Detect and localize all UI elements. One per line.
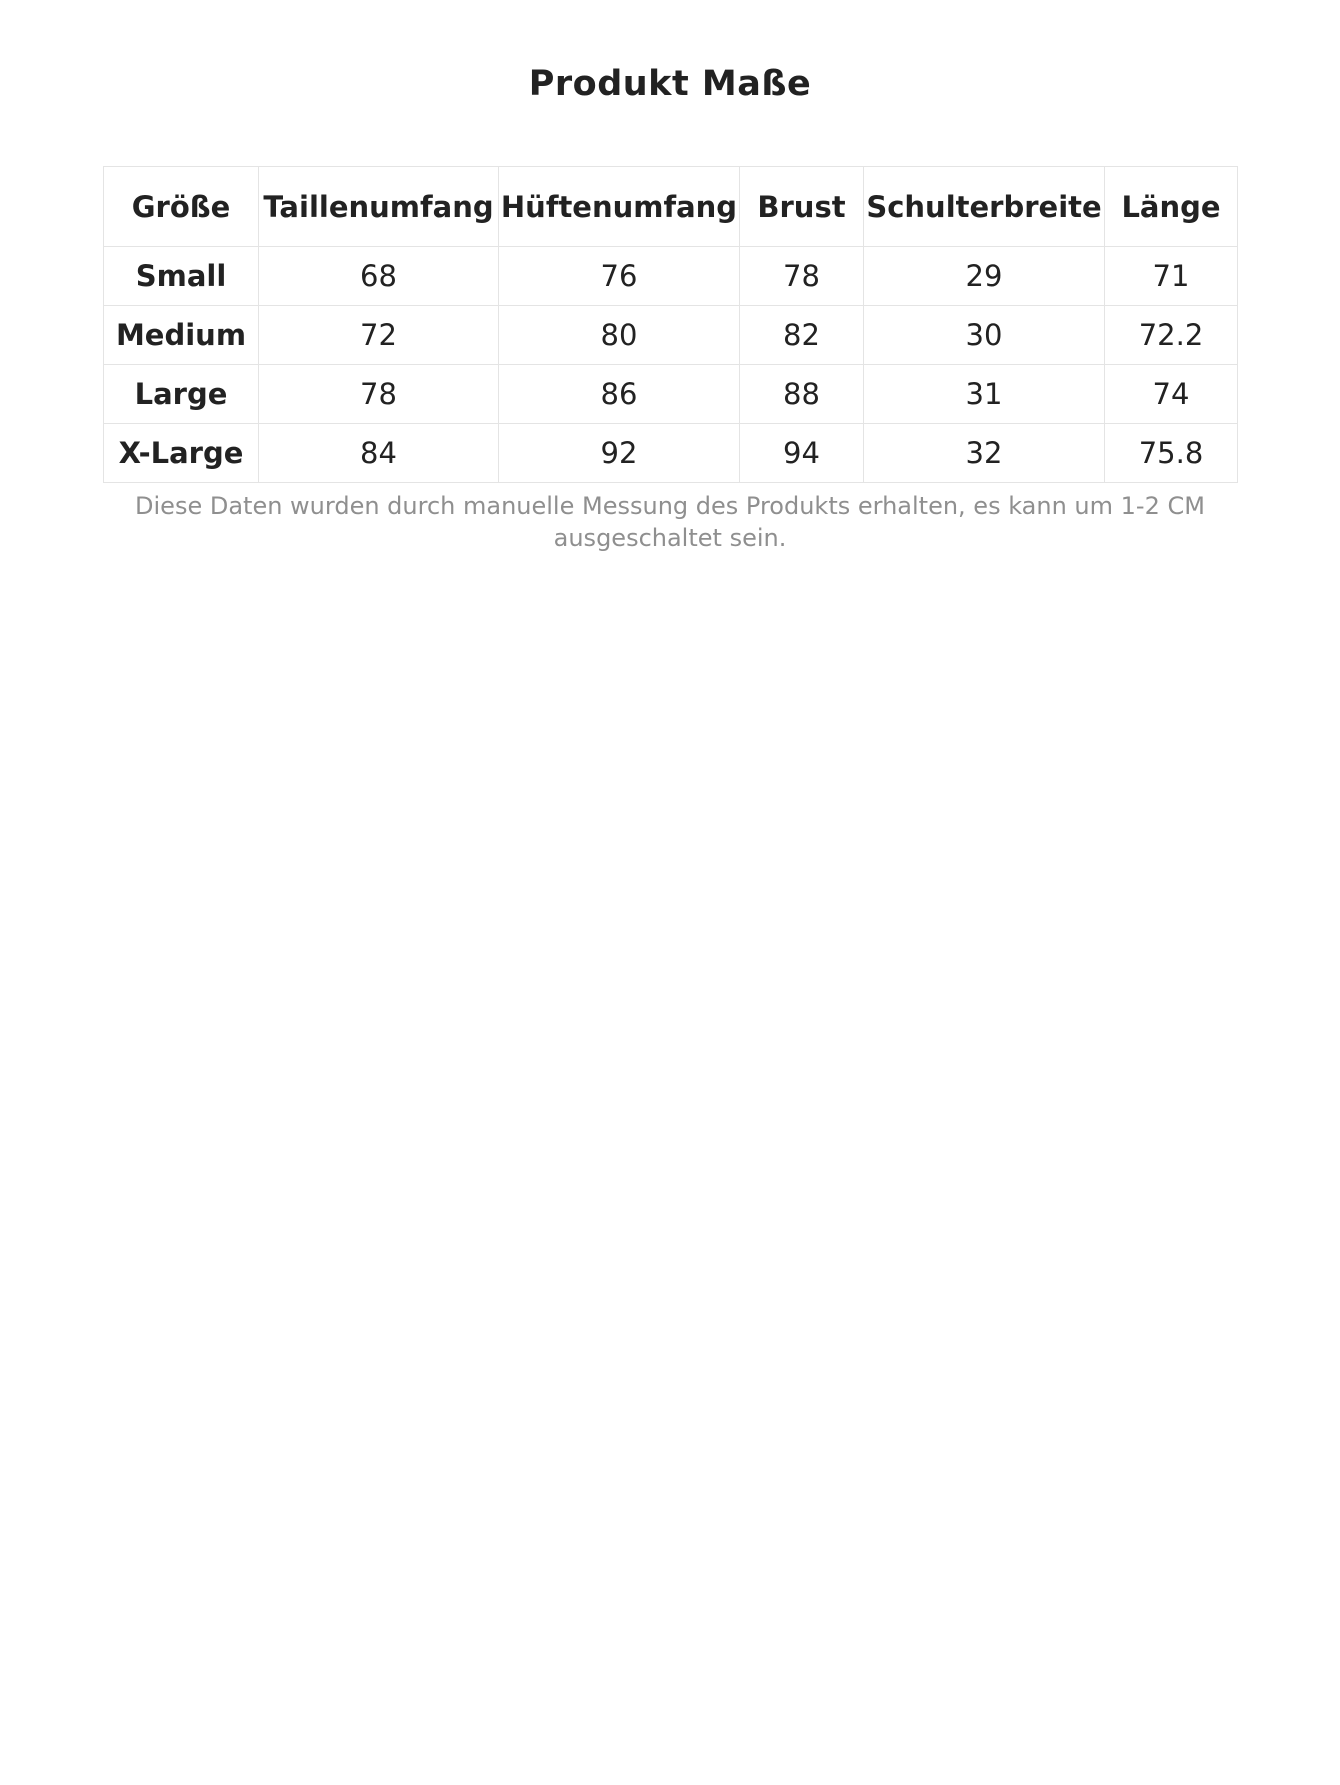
column-header-hip: Hüftenumfang <box>499 167 740 247</box>
table-row <box>104 365 1238 424</box>
table-header-row <box>104 167 1238 247</box>
measurement-note: Diese Daten wurden durch manuelle Messung des Produkts erhalten, es kann um 1-2 CM ausgeschaltet sein. <box>135 492 1205 552</box>
table-cell: 92 <box>499 424 740 483</box>
table-cell: 88 <box>740 365 864 424</box>
table-row <box>104 306 1238 365</box>
table-cell: 76 <box>499 247 740 306</box>
table-cell: 82 <box>740 306 864 365</box>
page-title: Produkt Maße <box>528 64 812 104</box>
row-label: Medium <box>104 306 259 365</box>
column-header-length: Länge <box>1105 167 1238 247</box>
row-label: Small <box>104 247 259 306</box>
row-label: X-Large <box>104 424 259 483</box>
table-cell: 78 <box>740 247 864 306</box>
table-cell: 32 <box>864 424 1105 483</box>
table-cell: 71 <box>1105 247 1238 306</box>
table-cell: 75.8 <box>1105 424 1238 483</box>
column-header-chest: Brust <box>740 167 864 247</box>
size-table <box>103 166 1238 483</box>
table-cell: 84 <box>259 424 499 483</box>
row-label: Large <box>104 365 259 424</box>
table-row <box>104 424 1238 483</box>
table-cell: 74 <box>1105 365 1238 424</box>
table-cell: 31 <box>864 365 1105 424</box>
table-cell: 78 <box>259 365 499 424</box>
table-cell: 86 <box>499 365 740 424</box>
table-cell: 72.2 <box>1105 306 1238 365</box>
table-cell: 29 <box>864 247 1105 306</box>
column-header-shoulder: Schulterbreite <box>864 167 1105 247</box>
table-cell: 68 <box>259 247 499 306</box>
table-cell: 30 <box>864 306 1105 365</box>
table-cell: 80 <box>499 306 740 365</box>
table-cell: 94 <box>740 424 864 483</box>
table-cell: 72 <box>259 306 499 365</box>
column-header-waist: Taillenumfang <box>259 167 499 247</box>
column-header-size: Größe <box>104 167 259 247</box>
table-row <box>104 247 1238 306</box>
